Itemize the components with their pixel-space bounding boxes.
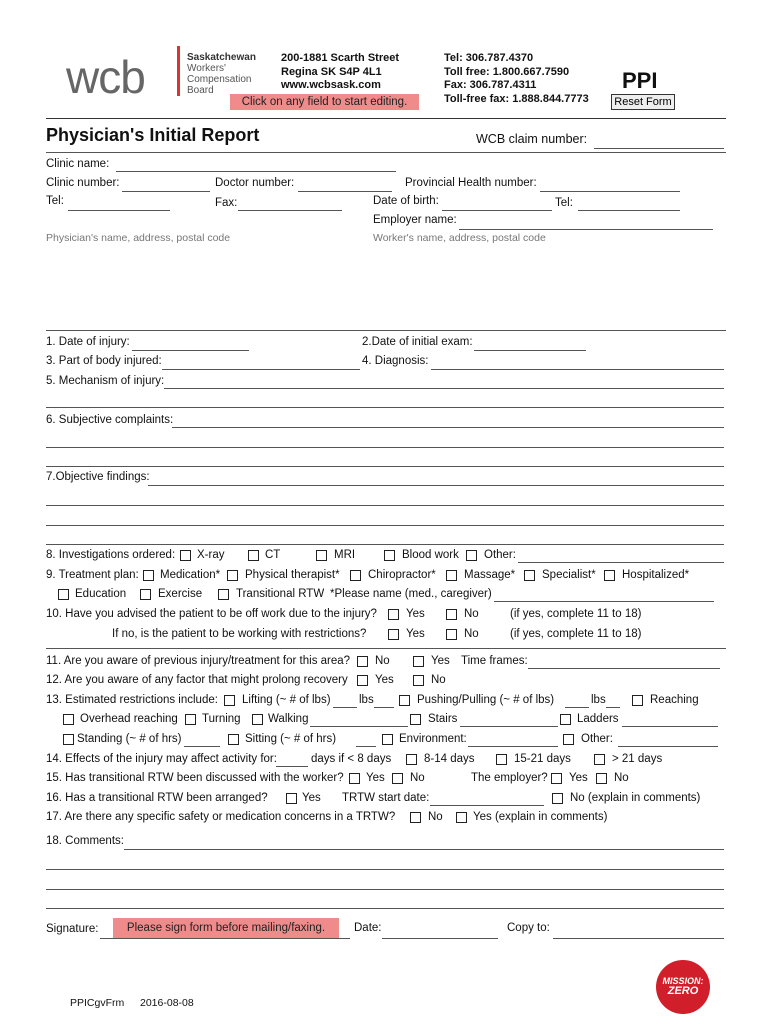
objective-field[interactable] (148, 485, 724, 486)
date-of-injury-field[interactable] (132, 350, 249, 351)
hospitalized-label: Hospitalized* (622, 569, 690, 581)
time-frames-field[interactable] (528, 668, 720, 669)
environment-field[interactable] (468, 746, 558, 747)
worker-address-hint: Worker's name, address, postal code (373, 232, 546, 244)
employer-label: Employer name: (373, 214, 457, 226)
concerns-no-checkbox[interactable] (410, 812, 421, 823)
stairs-field[interactable] (460, 726, 558, 727)
discussed-no-label: No (410, 772, 425, 784)
clinic-name-label: Clinic name: (46, 158, 110, 170)
discussed-no-checkbox[interactable] (392, 773, 403, 784)
days-lt8-label: days if < 8 days (311, 753, 392, 765)
exercise-label: Exercise (158, 588, 203, 600)
ladders-field[interactable] (622, 726, 718, 727)
initial-exam-field[interactable] (474, 350, 586, 351)
mri-label: MRI (334, 549, 356, 561)
gt21-days-label: > 21 days (612, 753, 663, 765)
trtw-start-label: TRTW start date: (342, 792, 430, 804)
other-restriction-checkbox[interactable] (563, 734, 574, 745)
overhead-checkbox[interactable] (63, 714, 74, 725)
objective-field-4[interactable] (46, 544, 724, 545)
subjective-field[interactable] (172, 427, 724, 428)
address-divider (46, 330, 726, 331)
concerns-yes-label: Yes (explain in comments) (473, 811, 608, 823)
subjective-field-3[interactable] (46, 466, 724, 467)
section-divider (46, 648, 726, 649)
physician-address-hint: Physician's name, address, postal code (46, 232, 231, 244)
q15-label: 15. Has transitional RTW been discussed with the worker? (46, 772, 344, 784)
sitting-hrs-field[interactable] (356, 746, 376, 747)
stairs-label: Stairs (428, 713, 458, 725)
wcb-logo: wcb (66, 51, 145, 103)
prolong-no-label: No (431, 674, 446, 686)
stairs-checkbox[interactable] (410, 714, 421, 725)
objective-field-3[interactable] (46, 525, 724, 526)
q6-label: 6. Subjective complaints: (46, 414, 174, 426)
copy-to-field[interactable] (553, 938, 724, 939)
massage-checkbox[interactable] (446, 570, 457, 581)
overhead-label: Overhead reaching (80, 713, 178, 725)
q18-label: 18. Comments: (46, 835, 124, 847)
restrictions-no-label: No (464, 628, 479, 640)
massage-label: Massage* (464, 569, 516, 581)
previous-injury-yes-checkbox[interactable] (413, 656, 424, 667)
education-checkbox[interactable] (58, 589, 69, 600)
q2-label: 2.Date of initial exam: (362, 336, 473, 348)
lifting-checkbox[interactable] (224, 695, 235, 706)
dob-field[interactable] (442, 210, 552, 211)
restrictions-note: (if yes, complete 11 to 18) (510, 628, 642, 640)
please-name-note: *Please name (med., caregiver) (330, 588, 492, 600)
contact-block (444, 52, 589, 106)
prolong-no-checkbox[interactable] (413, 675, 424, 686)
q4-label: 4. Diagnosis: (362, 355, 429, 367)
q1-label: 1. Date of injury: (46, 336, 130, 348)
other-investigation-label: Other: (484, 549, 516, 561)
ladders-checkbox[interactable] (560, 714, 571, 725)
restrictions-no-checkbox[interactable] (446, 629, 457, 640)
lifting-label: Lifting (~ # of lbs) (242, 694, 331, 706)
specialist-checkbox[interactable] (524, 570, 535, 581)
trtw-start-field[interactable] (430, 805, 544, 806)
form-date: 2016-08-08 (140, 997, 194, 1009)
previous-injury-yes-label: Yes (431, 655, 450, 667)
restrictions-yes-label: Yes (406, 628, 425, 640)
specialist-label: Specialist* (542, 569, 596, 581)
fax: Fax: 306.787.4311 (444, 79, 537, 91)
q7-label: 7.Objective findings: (46, 471, 150, 483)
education-label: Education (75, 588, 127, 600)
org-name (187, 52, 256, 96)
walking-label: Walking (268, 713, 309, 725)
address-block (281, 52, 399, 93)
off-work-yes-checkbox[interactable] (388, 609, 399, 620)
turning-checkbox[interactable] (185, 714, 196, 725)
clinic-number-field[interactable] (122, 191, 210, 192)
pushing-label: Pushing/Pulling (~ # of lbs) (417, 694, 555, 706)
q10-label: 10. Have you advised the patient to be off work due to the injury? (46, 608, 377, 620)
tollfree-fax: Toll-free fax: 1.888.844.7773 (444, 92, 589, 105)
clinic-fax-label: Fax: (215, 197, 238, 209)
other-restriction-label: Other: (581, 733, 613, 745)
previous-injury-no-checkbox[interactable] (357, 656, 368, 667)
arranged-yes-label: Yes (302, 792, 321, 804)
comments-field[interactable] (124, 849, 724, 850)
q3-label: 3. Part of body injured: (46, 355, 162, 367)
doctor-number-label: Doctor number: (215, 177, 295, 189)
tollfree: Toll free: 1.800.667.7590 (444, 65, 570, 78)
sitting-label: Sitting (~ # of hrs) (245, 733, 337, 745)
15-21-days-checkbox[interactable] (496, 754, 507, 765)
logo-divider (177, 46, 180, 96)
reaching-checkbox[interactable] (632, 695, 643, 706)
claim-label: WCB claim number: (476, 132, 588, 146)
prolong-yes-checkbox[interactable] (357, 675, 368, 686)
q13-label: 13. Estimated restrictions include: (46, 694, 218, 706)
q10b-label: If no, is the patient to be working with restrictions? (112, 628, 367, 640)
xray-label: X-ray (197, 549, 225, 561)
walking-field[interactable] (310, 726, 408, 727)
off-work-no-checkbox[interactable] (446, 609, 457, 620)
bloodwork-label: Blood work (402, 549, 459, 561)
standing-label: Standing (~ # of hrs) (77, 733, 182, 745)
lifting-lbs-label: lbs (359, 694, 374, 706)
comments-field-3[interactable] (46, 889, 724, 890)
physical-therapist-checkbox[interactable] (227, 570, 238, 581)
chiropractor-label: Chiropractor* (368, 569, 436, 581)
org-line-4: Board (187, 85, 214, 96)
worker-tel-label: Tel: (555, 197, 573, 209)
q17-label: 17. Are there any specific safety or medication concerns in a TRTW? (46, 811, 396, 823)
q5-label: 5. Mechanism of injury: (46, 375, 165, 387)
header-divider (46, 118, 726, 119)
arranged-yes-checkbox[interactable] (286, 793, 297, 804)
sitting-checkbox[interactable] (228, 734, 239, 745)
doctor-number-field[interactable] (298, 191, 392, 192)
clinic-number-label: Clinic number: (46, 177, 120, 189)
discussed-yes-checkbox[interactable] (349, 773, 360, 784)
8-14-days-label: 8-14 days (424, 753, 475, 765)
chiropractor-checkbox[interactable] (350, 570, 361, 581)
physical-therapist-label: Physical therapist* (245, 569, 340, 581)
environment-label: Environment: (399, 733, 467, 745)
employer-field[interactable] (459, 229, 713, 230)
tel: Tel: 306.787.4370 (444, 52, 534, 64)
comments-field-4[interactable] (46, 908, 724, 909)
pushing-checkbox[interactable] (399, 695, 410, 706)
org-line-1: Saskatchewan (187, 52, 256, 63)
xray-checkbox[interactable] (180, 550, 191, 561)
restrictions-yes-checkbox[interactable] (388, 629, 399, 640)
reset-form-button[interactable]: Reset Form (611, 94, 675, 110)
transitional-rtw-checkbox[interactable] (218, 589, 229, 600)
q14-label: 14. Effects of the injury may affect activity for: (46, 753, 277, 765)
treatment-names-field[interactable] (494, 601, 714, 602)
edit-banner[interactable]: Click on any field to start editing. (230, 94, 419, 110)
address-line-2: Regina SK S4P 4L1 (281, 65, 382, 78)
concerns-yes-checkbox[interactable] (456, 812, 467, 823)
q9-label: 9. Treatment plan: (46, 569, 139, 581)
prolong-yes-label: Yes (375, 674, 394, 686)
other-investigation-checkbox[interactable] (466, 550, 477, 561)
form-id: PPICgvFrm (70, 997, 125, 1009)
clinic-tel-field[interactable] (68, 210, 170, 211)
employer-label: The employer? (471, 772, 548, 784)
discussed-yes-label: Yes (366, 772, 385, 784)
body-part-field[interactable] (162, 369, 360, 370)
dob-label: Date of birth: (373, 195, 439, 207)
bloodwork-checkbox[interactable] (384, 550, 395, 561)
ladders-label: Ladders (577, 713, 619, 725)
ct-checkbox[interactable] (248, 550, 259, 561)
q16-label: 16. Has a transitional RTW been arranged? (46, 792, 268, 804)
objective-field-2[interactable] (46, 505, 724, 506)
employer-no-label: No (614, 772, 629, 784)
clinic-name-field[interactable] (116, 171, 396, 172)
signature-label: Signature: (46, 923, 99, 935)
arranged-no-checkbox[interactable] (552, 793, 563, 804)
turning-label: Turning (202, 713, 241, 725)
lifting-lbs-field[interactable] (333, 707, 357, 708)
phn-label: Provincial Health number: (405, 177, 537, 189)
phn-field[interactable] (540, 191, 680, 192)
other-investigation-field[interactable] (518, 562, 724, 563)
8-14-days-checkbox[interactable] (406, 754, 417, 765)
q8-label: 8. Investigations ordered: (46, 549, 176, 561)
employer-yes-label: Yes (569, 772, 588, 784)
worker-tel-field[interactable] (578, 210, 680, 211)
off-work-note: (if yes, complete 11 to 18) (510, 608, 642, 620)
standing-hrs-field[interactable] (184, 746, 220, 747)
mission-zero-line-2: ZERO (667, 985, 699, 997)
org-line-3: Compensation (187, 74, 252, 85)
ct-label: CT (265, 549, 281, 561)
org-line-2: Workers' (187, 63, 226, 74)
days-field[interactable] (276, 766, 308, 767)
mechanism-field[interactable] (164, 388, 724, 389)
reaching-label: Reaching (650, 694, 699, 706)
date-field[interactable] (382, 938, 498, 939)
standing-checkbox[interactable] (63, 734, 74, 745)
mri-checkbox[interactable] (316, 550, 327, 561)
claim-number-field[interactable] (594, 148, 724, 149)
clinic-tel-label: Tel: (46, 195, 64, 207)
q11-label: 11. Are you aware of previous injury/treatment for this area? (46, 655, 351, 667)
q12-label: 12. Are you aware of any factor that might prolong recovery (46, 674, 348, 686)
walking-checkbox[interactable] (252, 714, 263, 725)
arranged-no-label: No (explain in comments) (570, 792, 701, 804)
mechanism-field-2[interactable] (46, 407, 724, 408)
address-line-1: 200-1881 Scarth Street (281, 52, 400, 64)
gt21-days-checkbox[interactable] (594, 754, 605, 765)
off-work-yes-label: Yes (406, 608, 425, 620)
comments-field-2[interactable] (46, 869, 724, 870)
environment-checkbox[interactable] (382, 734, 393, 745)
diagnosis-field[interactable] (431, 369, 724, 370)
signature-field[interactable] (100, 938, 350, 939)
concerns-no-label: No (428, 811, 443, 823)
employer-yes-checkbox[interactable] (551, 773, 562, 784)
form-code: PPI (622, 68, 658, 93)
previous-injury-no-label: No (375, 655, 390, 667)
employer-no-checkbox[interactable] (596, 773, 607, 784)
sign-banner[interactable]: Please sign form before mailing/faxing. (113, 918, 339, 938)
transitional-rtw-label: Transitional RTW (236, 588, 325, 600)
subjective-field-2[interactable] (46, 447, 724, 448)
title-divider (46, 152, 726, 153)
medication-checkbox[interactable] (143, 570, 154, 581)
date-label: Date: (354, 922, 382, 934)
exercise-checkbox[interactable] (140, 589, 151, 600)
15-21-days-label: 15-21 days (514, 753, 571, 765)
other-restriction-field[interactable] (618, 746, 718, 747)
page-title: Physician's Initial Report (46, 125, 260, 145)
hospitalized-checkbox[interactable] (604, 570, 615, 581)
clinic-fax-field[interactable] (238, 210, 342, 211)
mission-zero-line-1: MISSION: (662, 976, 704, 986)
off-work-no-label: No (464, 608, 479, 620)
pushing-lbs-field[interactable] (565, 707, 589, 708)
pushing-lbs-field-2[interactable] (606, 707, 620, 708)
medication-label: Medication* (160, 569, 221, 581)
mission-zero-logo (656, 960, 710, 1014)
lifting-lbs-field-2[interactable] (374, 707, 394, 708)
copy-to-label: Copy to: (507, 922, 550, 934)
time-frames-label: Time frames: (461, 655, 528, 667)
pushing-lbs-label: lbs (591, 694, 606, 706)
website: www.wcbsask.com (281, 79, 381, 91)
